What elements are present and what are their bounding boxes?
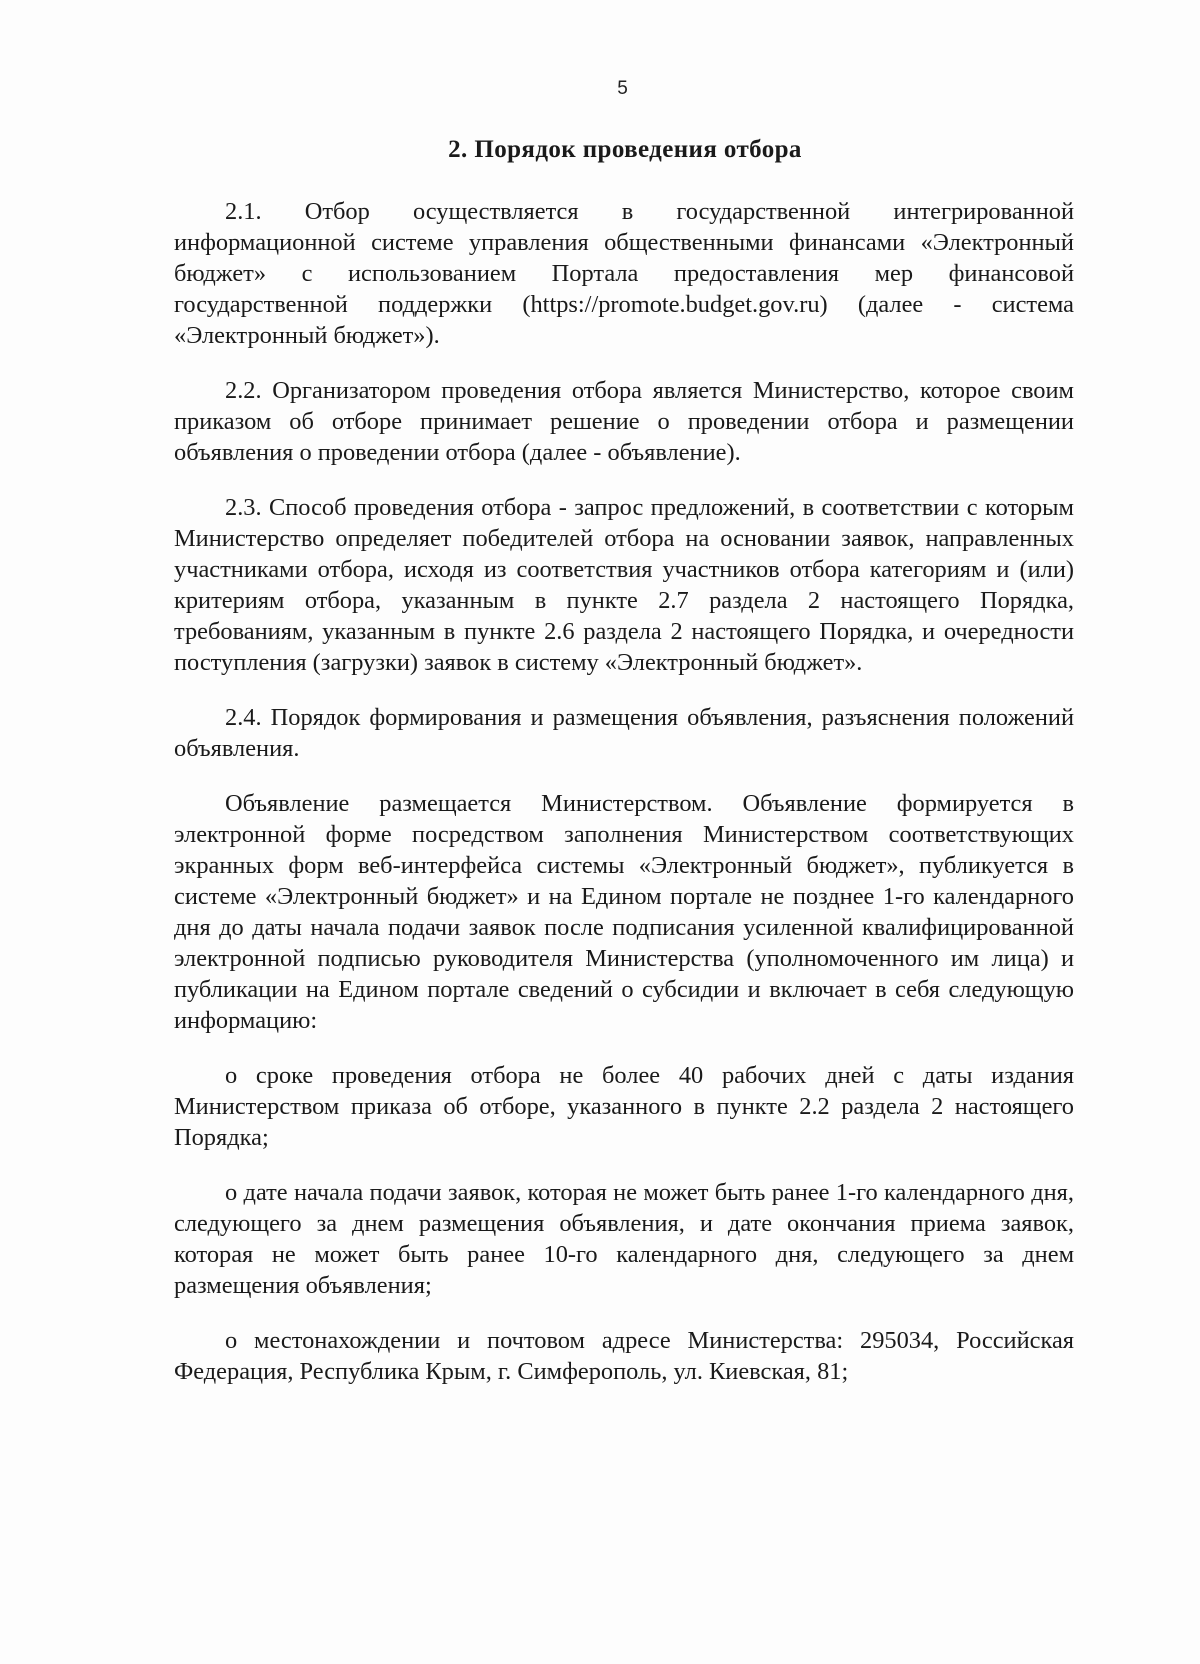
paragraph-2-2: 2.2. Организатором проведения отбора является Министерство, которое своим приказом об отборе принимает решение о проведении отбора и размещении объявления о проведении отбора (далее - объявление). xyxy=(174,377,1074,466)
document-body xyxy=(174,196,1074,1387)
paragraph-2-1: 2.1. Отбор осуществляется в государственной интегрированной информационной системе управления общественными финансами «Электронный бюджет» с использованием Портала предоставления мер финансовой государственной поддержки (https://promote.budget.gov.ru) (далее - система «Электронный бюджет»). xyxy=(174,198,1074,349)
paragraph-selection-term: о сроке проведения отбора не более 40 рабочих дней с даты издания Министерством приказа об отборе, указанного в пункте 2.2 раздела 2 настоящего Порядка; xyxy=(174,1062,1074,1151)
paragraph-2-4: 2.4. Порядок формирования и размещения объявления, разъяснения положений объявления. xyxy=(174,704,1074,762)
paragraph-announcement: Объявление размещается Министерством. Объявление формируется в электронной форме посредством заполнения Министерством соответствующих экранных форм веб-интерфейса системы «Электронный бюджет», публикуется в системе «Электронный бюджет» и на Едином портале не позднее 1-го календарного дня до даты начала подачи заявок после подписания усиленной квалифицированной электронной подписью руководителя Министерства (уполномоченного им лица) и публикации на Едином портале сведений о субсидии и включает в себя следующую информацию: xyxy=(174,790,1074,1034)
paragraph-ministry-address: о местонахождении и почтовом адресе Министерства: 295034, Российская Федерация, Республика Крым, г. Симферополь, ул. Киевская, 81; xyxy=(174,1327,1074,1385)
section-title: 2. Порядок проведения отбора xyxy=(448,136,802,163)
paragraph-application-dates: о дате начала подачи заявок, которая не может быть ранее 1-го календарного дня, следующего за днем размещения объявления, и дате окончания приема заявок, которая не может быть ранее 10-го календарного дня, следующего за днем размещения объявления; xyxy=(174,1179,1074,1299)
page-number: 5 xyxy=(617,78,628,99)
paragraph-2-3: 2.3. Способ проведения отбора - запрос предложений, в соответствии с которым Министерство определяет победителей отбора на основании заявок, направленных участниками отбора, исходя из соответствия участников отбора категориям и (или) критериям отбора, указанным в пункте 2.7 раздела 2 настоящего Порядка, требованиям, указанным в пункте 2.6 раздела 2 настоящего Порядка, и очередности поступления (загрузки) заявок в систему «Электронный бюджет». xyxy=(174,494,1074,676)
